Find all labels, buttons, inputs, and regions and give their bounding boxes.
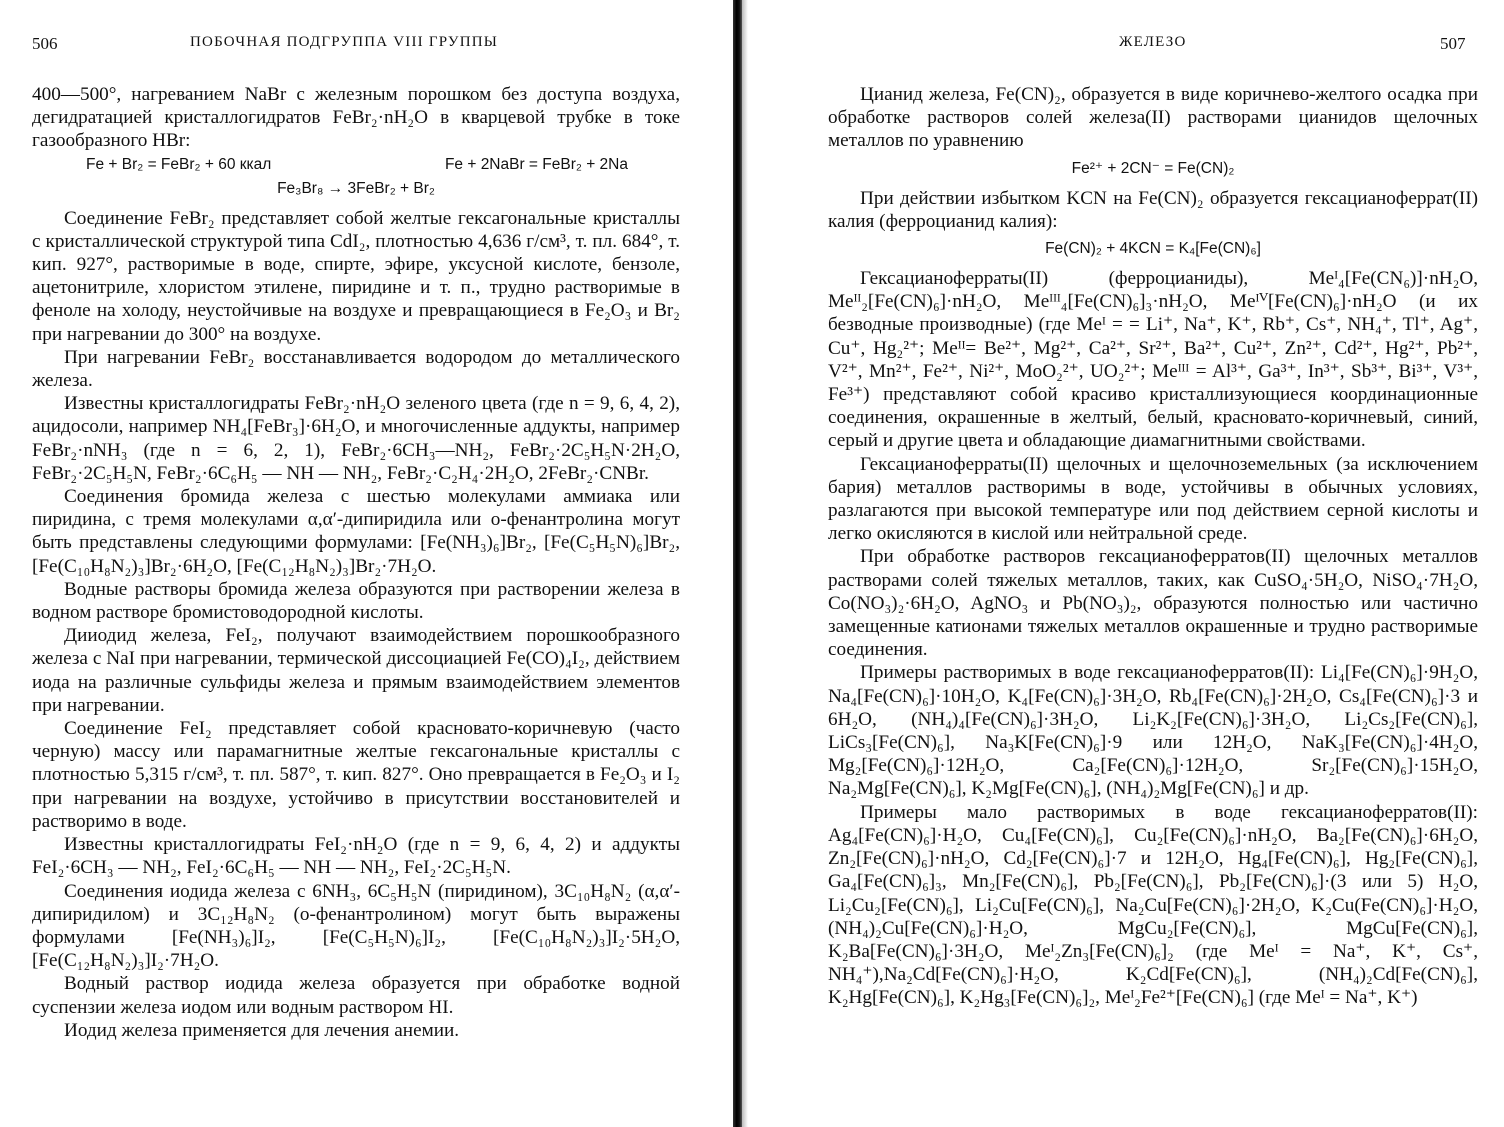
- left-body-text: [32, 83, 680, 1042]
- paragraph: 400—500°, нагреванием NaBr с железным порошком без доступа воздуха, дегидратацией кристаллогидратов FeBr₂·nH₂O в кварцевой трубке в токе газообразного HBr:: [32, 84, 680, 152]
- paragraph: Примеры растворимых в воде гексацианоферратов(II): Li₄[Fe(CN)₆]·9H₂O, Na₄[Fe(CN)₆]·10H₂O, K₄[Fe(CN)₆]·3H₂O, Rb₄[Fe(CN)₆]·2H₂O, Cs₄[Fe(CN)₆]·3 и 6H₂O, (NH₄)₄[Fe(CN)₆]·3H₂O, Li₂K₂[Fe(CN)₆]·3H₂O, Li₂Cs₂[Fe(CN)₆], LiCs₃[Fe(CN)₆], Na₃K[Fe(CN)₆]·9 или 12H₂O, NaK₃[Fe(CN)₆]·4H₂O, Mg₂[Fe(CN)₆]·12H₂O, Ca₂[Fe(CN)₆]·12H₂O, Sr₂[Fe(CN)₆]·15H₂O, Na₂Mg[Fe(CN)₆], K₂Mg[Fe(CN)₆], (NH₄)₂Mg[Fe(CN)₆] и др.: [828, 662, 1478, 800]
- paragraph: При действии избытком KCN на Fe(CN)₂ образуется гексацианоферрат(II) калия (ферроцианид калия):: [828, 187, 1478, 232]
- right-page: [760, 0, 1504, 1127]
- paragraph: Цианид железа, Fe(CN)₂, образуется в виде коричнево-желтого осадка при обработке растворов солей железа(II) растворами цианидов щелочных металлов по уравнению: [828, 84, 1478, 152]
- paragraph: Дииодид железа, FeI₂, получают взаимодействием порошкообразного железа с NaI при нагревании, термической диссоциацией Fe(CO)₄I₂, действием иода на различные сульфиды железа и прямым взаимодействием элементов при нагревании.: [32, 625, 680, 716]
- equation-row: [32, 153, 680, 177]
- page-number-left: 506: [32, 34, 58, 53]
- paragraph: Иодид железа применяется для лечения анемии.: [64, 1019, 460, 1041]
- right-body-text: [828, 83, 1478, 1010]
- paragraph: Гексацианоферраты(II) (ферроцианиды), Meᴵ₄[Fe(CN₆)]·nH₂O, Meᴵᴵ₂[Fe(CN)₆]·nH₂O, Meᴵᴵᴵ₄[Fe(CN)₆]₃·nH₂O, Meᴵⱽ[Fe(CN)₆]·nH₂O (и их безводные производные) (где Meᴵ = = Li⁺, Na⁺, K⁺, Rb⁺, Cs⁺, NH₄⁺, Tl⁺, Ag⁺, Cu⁺, Hg₂²⁺; Meᴵᴵ= Be²⁺, Mg²⁺, Ca²⁺, Sr²⁺, Ba²⁺, Cu²⁺, Zn²⁺, Cd²⁺, Hg²⁺, Pb²⁺, V²⁺, Mn²⁺, Fe²⁺, Ni²⁺, MoO₂²⁺, UO₂²⁺; Meᴵᴵᴵ = Al³⁺, Ga³⁺, In³⁺, Sb³⁺, Bi³⁺, V³⁺, Fe³⁺) представляют собой красиво кристаллизующиеся координационные соединения, окрашенные в желтый, белый, красновато-коричневый, синий, серый и другие цвета и обладающие диамагнитными свойствами.: [828, 268, 1478, 452]
- paragraph: Водные растворы бромида железа образуются при растворении железа в водном растворе бромистоводородной кислоты.: [32, 578, 680, 624]
- paragraph: Известны кристаллогидраты FeBr₂·nH₂O зеленого цвета (где n = 9, 6, 4, 2), ацидосоли, например NH₄[FeBr₃]·6H₂O, и многочисленные аддукты, например FeBr₂·nNH₃ (где n = 6, 2, 1), FeBr₂·6CH₃—NH₂, FeBr₂·2C₅H₅N·2H₂O, FeBr₂·2C₅H₅N, FeBr₂·6C₆H₅ — NH — NH₂, FeBr₂·C₂H₄·2H₂O, 2FeBr₂·CNBr.: [32, 393, 680, 484]
- paragraph: Водный раствор иодида железа образуется при обработке водной суспензии железа иодом или водным раствором HI.: [32, 973, 680, 1018]
- equation: Fe₃Br₈ → 3FeBr₂ + Br₂: [277, 179, 435, 197]
- page-number-right: 507: [1440, 34, 1466, 53]
- paragraph: Гексацианоферраты(II) щелочных и щелочноземельных (за исключением бария) металлов растворимы в воде, устойчивы в обычных условиях, разлагаются при высокой температуре или под действием серной кислоты и легко окисляются в кислой или нейтральной среде.: [828, 453, 1478, 545]
- paragraph: Соединения бромида железа с шестью молекулами аммиака или пиридина, с тремя молекулами α,α′-дипиридила или o-фенантролина могут быть представлены следующими формулами: [Fe(NH₃)₆]Br₂, [Fe(C₅H₅N)₆]Br₂, [Fe(C₁₀H₈N₂)₃]Br₂·6H₂O, [Fe(C₁₂H₈N₂)₃]Br₂·7H₂O.: [32, 486, 680, 577]
- equation: Fe(CN)₂ + 4KCN = K₄[Fe(CN)₆]: [1045, 240, 1261, 258]
- running-head-right: ЖЕЛЕЗО: [1119, 34, 1187, 50]
- paragraph: При нагревании FeBr₂ восстанавливается водородом до металлического железа.: [32, 346, 680, 392]
- paragraph: Соединение FeI₂ представляет собой красновато-коричневую (часто черную) массу или парамагнитные желтые гексагональные кристаллы с плотностью 5,315 г/см³, т. пл. 587°, т. кип. 827°. Оно превращается в Fe₂O₃ и I₂ при нагревании на воздухе, устойчиво в присутствии восстановителей и растворимо в воде.: [32, 718, 680, 832]
- book-gutter: [733, 0, 742, 1127]
- paragraph: Соединение FeBr₂ представляет собой желтые гексагональные кристаллы с кристаллической структурой типа CdI₂, плотностью 4,636 г/см³, т. пл. 684°, т. кип. 927°, растворимые в воде, спирте, эфире, уксусной кислоте, бензоле, ацетонитриле, хлористом этилене, пиридине и т. п., трудно растворимые в феноле на холоду, неустойчивые на воздухе и превращающиеся в Fe₂O₃ и Br₂ при нагревании до 300° на воздухе.: [32, 207, 680, 345]
- paragraph: При обработке растворов гексацианоферратов(II) щелочных металлов растворами солей тяжелых металлов, таких, как CuSO₄·5H₂O, NiSO₄·7H₂O, Co(NO₃)₂·6H₂O, AgNO₃ и Pb(NO₃)₂, образуются полностью или частично замещенные катионами тяжелых металлов окрашенные и трудно растворимые соединения.: [828, 546, 1478, 661]
- paragraph: Примеры мало растворимых в воде гексацианоферратов(II): Ag₄[Fe(CN)₆]·H₂O, Cu₄[Fe(CN)₆], Cu₂[Fe(CN)₆]·nH₂O, Ba₂[Fe(CN)₆]·6H₂O, Zn₂[Fe(CN)₆]·nH₂O, Cd₂[Fe(CN)₆]·7 и 12H₂O, Hg₄[Fe(CN)₆], Hg₂[Fe(CN)₆], Ga₄[Fe(CN)₆]₃, Mn₂[Fe(CN)₆], Pb₂[Fe(CN)₆], Pb₂[Fe(CN)₆]·(3 или 5) H₂O, Li₂Cu₂[Fe(CN)₆], Li₂Cu[Fe(CN)₆], Na₂Cu[Fe(CN)₆]·2H₂O, K₂Cu(Fe(CN)₆]·H₂O, (NH₄)₂Cu[Fe(CN)₆]·H₂O, MgCu₂[Fe(CN)₆], MgCu[Fe(CN)₆], K₂Ba[Fe(CN)₆]·3H₂O, Meᴵ₂Zn₃[Fe(CN)₆]₂ (где Meᴵ = Na⁺, K⁺, Cs⁺, NH₄⁺),Na₂Cd[Fe(CN)₆]·H₂O, K₂Cd[Fe(CN)₆], (NH₄)₂Cd[Fe(CN)₆], K₂Hg[Fe(CN)₆], K₂Hg₃[Fe(CN)₆]₂, Meᴵ₂Fe²⁺[Fe(CN)₆] (где Meᴵ = Na⁺, K⁺): [828, 801, 1478, 1009]
- left-page: [0, 0, 732, 1127]
- equation: Fe + 2NaBr = FeBr₂ + 2Na: [444, 155, 628, 173]
- equation: Fe²⁺ + 2CN⁻ = Fe(CN)₂: [1071, 159, 1235, 177]
- gutter-shadow: [742, 0, 748, 1127]
- running-head-left: ПОБОЧНАЯ ПОДГРУППА VIII ГРУППЫ: [190, 34, 499, 50]
- equation: Fe + Br₂ = FeBr₂ + 60 ккал: [86, 155, 272, 173]
- paragraph: Соединения иодида железа с 6NH₃, 6C₅H₅N (пиридином), 3C₁₀H₈N₂ (α,α′-дипиридилом) и 3C₁₂H₈N₂ (o-фенантролином) могут быть выражены формулами [Fe(NH₃)₆]I₂, [Fe(C₅H₅N)₆]I₂, [Fe(C₁₀H₈N₂)₃]I₂·5H₂O, [Fe(C₁₂H₈N₂)₃]I₂·7H₂O.: [32, 880, 680, 972]
- paragraph: Известны кристаллогидраты FeI₂·nH₂O (где n = 9, 6, 4, 2) и аддукты FeI₂·6CH₃ — NH₂, FeI₂·6C₆H₅ — NH — NH₂, FeI₂·2C₅H₅N.: [32, 834, 680, 879]
